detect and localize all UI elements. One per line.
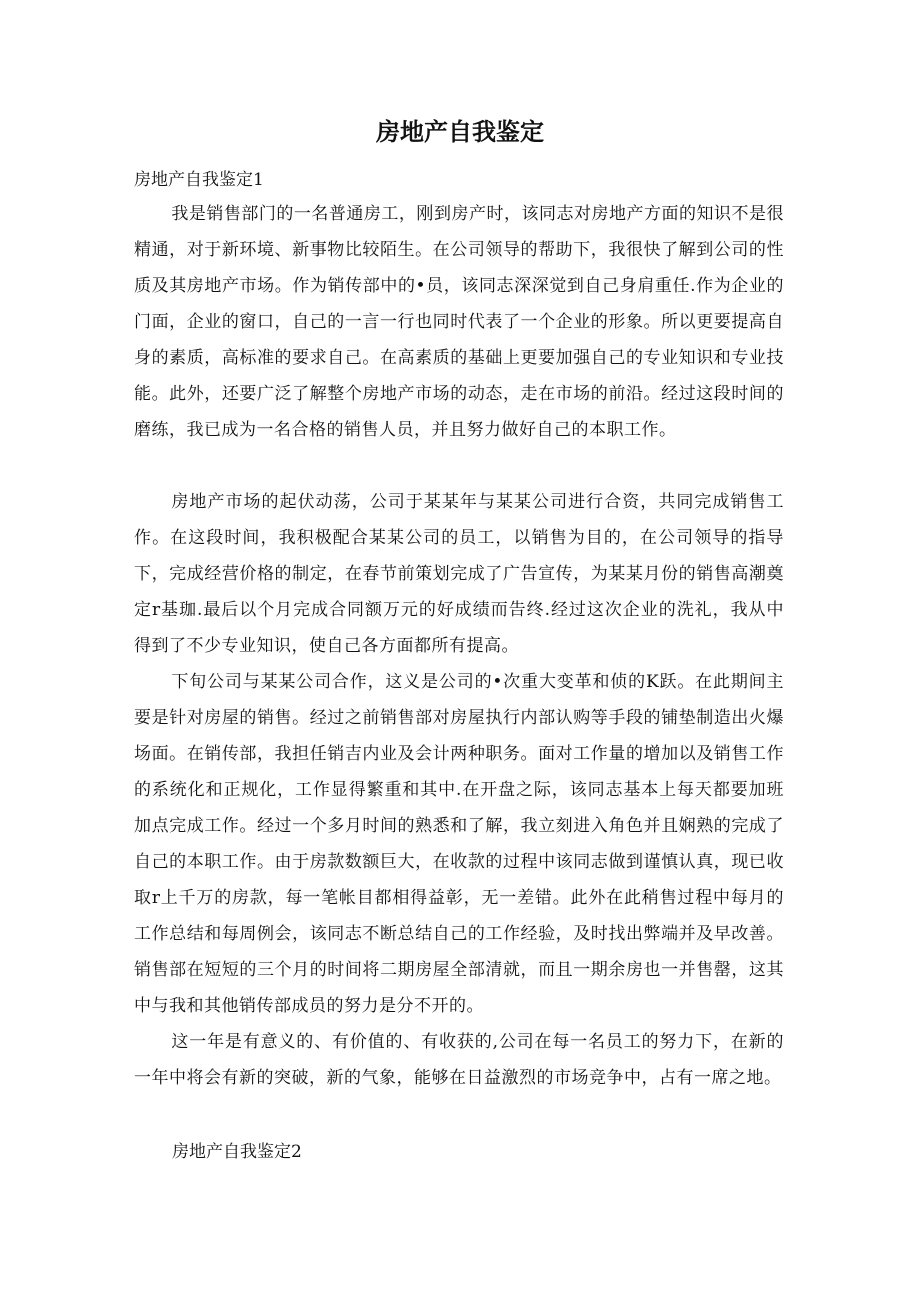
section-heading-2: 房地产自我鉴定2 bbox=[172, 1142, 302, 1162]
paragraph-3: 下旬公司与某某公司合作，这义是公司的•次重大变革和侦的K跃。在此期间主要是针对房屋的销售。经过之前销售部对房屋执行内部认购等手段的铺垫制造出火爆场面。在销传部，我担任销吉内业及会计两种职务。面对工作量的增加以及销售工作的系统化和正规化，工作显得繁重和其中.在开盘之际，该同志基本上每天都要加班加点完成工作。经过一个多月时间的熟悉和了解，我立刻进入角色并且娴熟的完成了自己的本职工作。由于房款数额巨大，在收款的过程中该同志做到谨慎认真，现已收取r上千万的房款，每一笔帐目都相得益彰，无一差错。此外在此稍售过程中每月的工作总结和每周例会，该同志不断总结自己的工作经验，及时找出弊端并及早改善。销售部在短短的三个月的时间将二期房屋全部清就，而且一期余房也一并售罄，这其中与我和其他销传部成员的努力是分不开的。 bbox=[134, 672, 784, 1016]
document-title: 房地产自我鉴定 bbox=[376, 118, 544, 146]
paragraph-4: 这一年是有意义的、有价值的、有收获的,公司在每一名员工的努力下，在新的一年中将会有新的突破，新的气象，能够在日益激烈的市场竞争中，占有一席之地。 bbox=[134, 1032, 784, 1088]
paragraph-2: 房地产市场的起伏动荡，公司于某某年与某某公司进行合资，共同完成销售工作。在这段时间，我积极配合某某公司的员工，以销售为目的，在公司领导的指导下，完成经营价格的制定，在春节前策划完成了广告宣传，为某某月份的销售高潮奠定r基珈.最后以个月完成合同额万元的好成绩而告终.经过这次企业的洗礼，我从中得到了不少专业知识，使自己各方面都所有提高。 bbox=[134, 492, 784, 656]
paragraph-1: 我是销售部门的一名普通房工，刚到房产时，该同志对房地产方面的知识不是很精通，对于新环境、新事物比较陌生。在公司领导的帮助下，我很快了解到公司的性质及其房地产市场。作为销传部中的•员，该同志深深觉到自己身肩重任.作为企业的门面，企业的窗口，自己的一言一行也同时代表了一个企业的形象。所以更要提高自身的素质，高标准的要求自己。在高素质的基础上更要加强自己的专业知识和专业技能。此外，还要广泛了解整个房地产市场的动态，走在市场的前沿。经过这段时间的磨练，我已成为一名合格的销售人员，并且努力做好自己的本职工作。 bbox=[134, 204, 784, 440]
section-heading-1: 房地产自我鉴定1 bbox=[134, 170, 264, 190]
